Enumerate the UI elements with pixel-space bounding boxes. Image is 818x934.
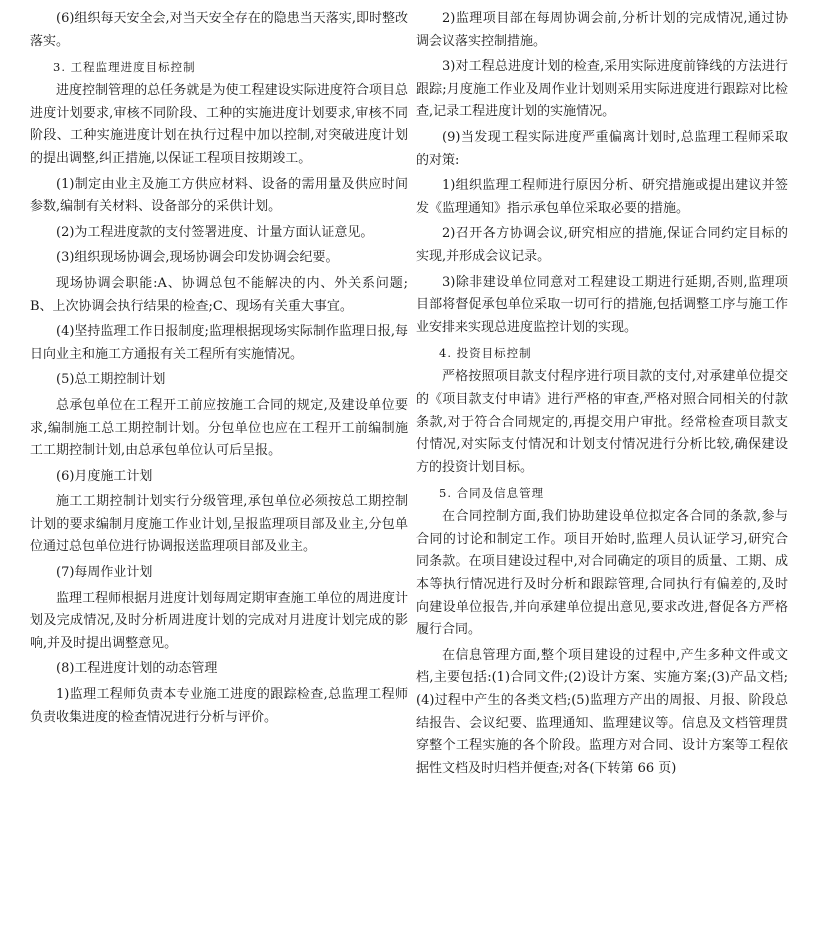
paragraph: 3)对工程总进度计划的检查,采用实际进度前锋线的方法进行跟踪;月度施工作业及周作业计划则采用实际进度进行跟踪对比检查,记录工程进度计划的实施情况。: [416, 59, 788, 120]
paragraph: 在信息管理方面,整个项目建设的过程中,产生多种文件或文档,主要包括:(1)合同文件;(2)设计方案、实施方案;(3)产品文档;(4)过程中产生的各类文档;(5)监理方产出的周报、月报、阶段总结报告、会议纪要、监理通知、监理建议等。信息及文档管理贯穿整个工程实施的各个阶段。监理方对合同、设计方案等工程依据性文档及时归档并便查;对各(下转第 66 页): [416, 647, 788, 776]
paragraph: 2)监理项目部在每周协调会前,分析计划的完成情况,通过协调会议落实控制措施。: [416, 11, 788, 49]
paragraph: (9)当发现工程实际进度严重偏离计划时,总监理工程师采取的对策:: [416, 129, 788, 168]
paragraph: 监理工程师根据月进度计划每周定期审查施工单位的周进度计划及完成情况,及时分析周进度计划的完成对月进度计划完成的影响,并及时提出调整意见。: [30, 590, 408, 651]
left-column: [30, 8, 408, 732]
paragraph: (6)组织每天安全会,对当天安全存在的隐患当天落实,即时整改落实。: [30, 11, 408, 49]
paragraph: (4)坚持监理工作日报制度;监理根据现场实际制作监理日报,每日向业主和施工方通报有关工程所有实施情况。: [30, 324, 408, 362]
section-heading: 5. 合同及信息管理: [439, 486, 545, 501]
paragraph: 总承包单位在工程开工前应按施工合同的规定,及建设单位要求,编制施工总工期控制计划。分包单位也应在工程开工前编制施工工期控制计划,由总承包单位认可后呈报。: [30, 397, 408, 459]
subheading: (6)月度施工计划: [56, 468, 153, 484]
section-heading: 3. 工程监理进度目标控制: [53, 60, 196, 75]
paragraph: 3)除非建设单位同意对工程建设工期进行延期,否则,监理项目部将督促承包单位采取一切可行的措施,包括调整工序与施工作业安排来实现总进度监控计划的实现。: [416, 274, 788, 335]
paragraph: 在合同控制方面,我们协助建设单位拟定各合同的条款,参与合同的讨论和制定工作。项目开始时,监理人员认证学习,研究合同条款。在项目建设过程中,对合同确定的项目的质量、工期、成本等执行情况进行及时分析和跟踪管理,合同执行有偏差的,及时向建设单位报告,并向承建单位提出意见,要求改进,督促各方严格履行合同。: [416, 509, 788, 638]
paragraph: 严格按照项目款支付程序进行项目款的支付,对承建单位提交的《项目款支付申请》进行严格的审查,严格对照合同相关的付款条款,对于符合合同规定的,再提交用户审批。经常检查项目款支付情况,对实际支付情况和计划支付情况进行分析比较,确保建设方的投资计划目标。: [416, 369, 788, 475]
subheading: (7)每周作业计划: [56, 565, 153, 581]
paragraph: 1)组织监理工程师进行原因分析、研究措施或提出建议并签发《监理通知》指示承包单位采取必要的措施。: [416, 178, 788, 216]
paragraph: 施工工期控制计划实行分级管理,承包单位必须按总工期控制计划的要求编制月度施工作业计划,呈报监理项目部及业主,分包单位通过总包单位进行协调报送监理项目部及业主。: [30, 494, 408, 555]
paragraph: 1)监理工程师负责本专业施工进度的跟踪检查,总监理工程师负责收集进度的检查情况进行分析与评价。: [30, 687, 408, 725]
paragraph: (1)制定由业主及施工方供应材料、设备的需用量及供应时间参数,编制有关材料、设备部分的采供计划。: [30, 176, 408, 215]
section-heading: 4. 投资目标控制: [439, 346, 532, 361]
paragraph: 2)召开各方协调会议,研究相应的措施,保证合同约定目标的实现,并形成会议记录。: [416, 226, 788, 264]
paragraph: 进度控制管理的总任务就是为使工程建设实际进度符合项目总进度计划要求,审核不同阶段、工种的实施进度计划要求,审核不同阶段、工种实施进度计划在执行过程中加以控制,对突破进度计划的提出调整,纠正措施,以保证工程项目按期竣工。: [30, 83, 408, 166]
subheading: (5)总工期控制计划: [56, 372, 166, 388]
paragraph: (3)组织现场协调会,现场协调会印发协调会纪要。: [56, 250, 339, 266]
subheading: (8)工程进度计划的动态管理: [56, 661, 218, 677]
paragraph: (2)为工程进度款的支付签署进度、计量方面认证意见。: [56, 224, 374, 240]
paragraph: 现场协调会职能:A、协调总包不能解决的内、外关系问题;B、上次协调会执行结果的检查;C、现场有关重大事宜。: [30, 275, 408, 314]
right-column: [416, 8, 788, 783]
